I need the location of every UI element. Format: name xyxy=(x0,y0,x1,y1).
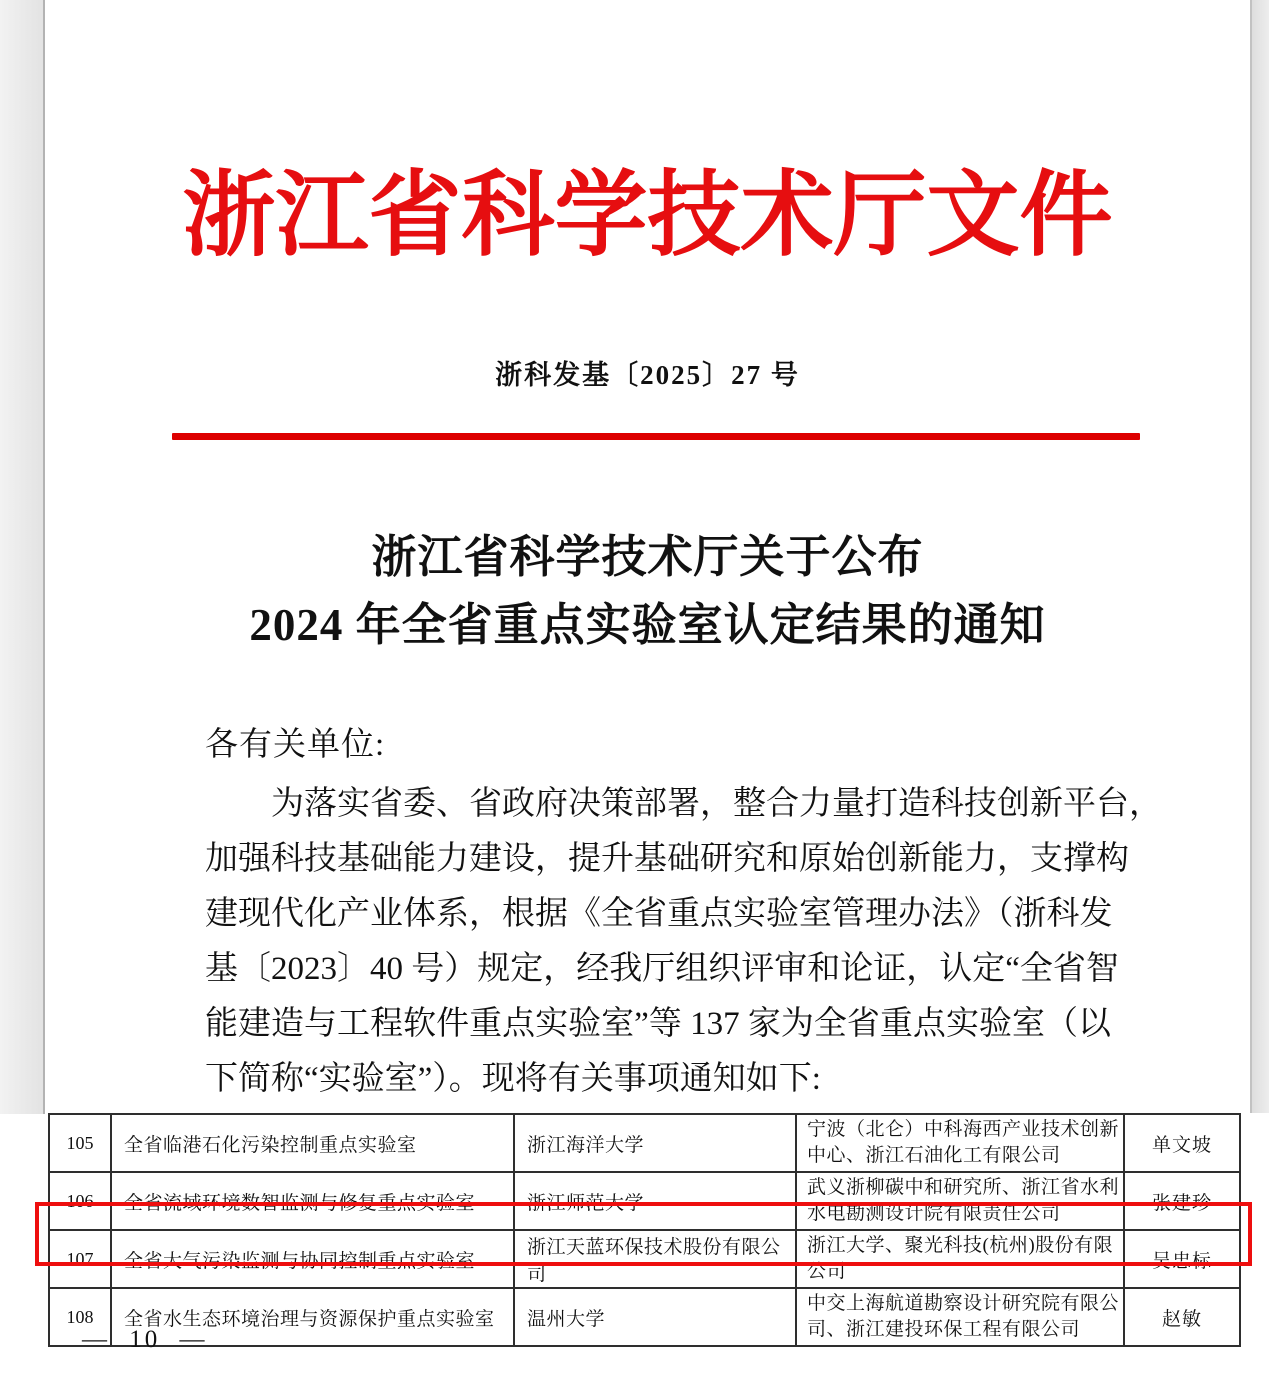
table-row xyxy=(49,1114,1240,1172)
cell-no: 106 xyxy=(49,1172,111,1230)
cell-partners: 武义浙柳碳中和研究所、浙江省水利水电勘测设计院有限责任公司 xyxy=(796,1172,1124,1230)
document-header-title: 浙江省科学技术厅文件 xyxy=(182,165,1113,268)
cell-partners: 浙江大学、聚光科技(杭州)股份有限公司 xyxy=(796,1230,1124,1288)
body-text xyxy=(205,777,1162,1107)
body-line: 加强科技基础能力建设，提升基础研究和原始创新能力，支撑构 xyxy=(205,841,1129,877)
page-edge-left xyxy=(0,0,45,1114)
cell-director: 单文坡 xyxy=(1124,1114,1240,1172)
body-line: 基〔2023〕40 号）规定，经我厅组织评审和论证，认定“全省智 xyxy=(205,951,1119,987)
red-divider-rule xyxy=(172,433,1140,440)
cell-lab: 全省水生态环境治理与资源保护重点实验室 xyxy=(111,1288,514,1346)
document-number: 浙科发基〔2025〕27 号 xyxy=(495,360,800,390)
cell-no: 105 xyxy=(49,1114,111,1172)
notice-title-line2: 2024 年全省重点实验室认定结果的通知 xyxy=(249,600,1046,650)
page-number: — 10 — xyxy=(82,1326,208,1353)
cell-director: 吴忠标 xyxy=(1124,1230,1240,1288)
cell-partners: 宁波（北仑）中科海西产业技术创新中心、浙江石油化工有限公司 xyxy=(796,1114,1124,1172)
body-line: 为落实省委、省政府决策部署，整合力量打造科技创新平台， xyxy=(271,786,1162,822)
cell-lab: 全省流域环境数智监测与修复重点实验室 xyxy=(111,1172,514,1230)
cell-no: 107 xyxy=(49,1230,111,1288)
lab-results-table xyxy=(48,1113,1241,1347)
cell-no: 108 xyxy=(49,1288,111,1346)
body-line: 下简称“实验室”）。现将有关事项通知如下: xyxy=(205,1061,821,1097)
cell-director: 赵敏 xyxy=(1124,1288,1240,1346)
cell-org: 浙江天蓝环保技术股份有限公司 xyxy=(514,1230,796,1288)
cell-org: 浙江海洋大学 xyxy=(514,1114,796,1172)
body-line: 建现代化产业体系，根据《全省重点实验室管理办法》（浙科发 xyxy=(205,896,1113,932)
notice-title xyxy=(45,523,1250,659)
table-row xyxy=(49,1172,1240,1230)
cell-lab: 全省临港石化污染控制重点实验室 xyxy=(111,1114,514,1172)
cell-director: 张建珍 xyxy=(1124,1172,1240,1230)
salutation: 各有关单位: xyxy=(205,727,386,763)
cell-org: 浙江师范大学 xyxy=(514,1172,796,1230)
table-row xyxy=(49,1288,1240,1346)
notice-title-line1: 浙江省科学技术厅关于公布 xyxy=(371,532,924,582)
table-row-highlighted xyxy=(49,1230,1240,1288)
cell-org: 温州大学 xyxy=(514,1288,796,1346)
cell-lab: 全省大气污染监测与协同控制重点实验室 xyxy=(111,1230,514,1288)
body-line: 能建造与工程软件重点实验室”等 137 家为全省重点实验室（以 xyxy=(205,1006,1111,1042)
cell-partners: 中交上海航道勘察设计研究院有限公司、浙江建投环保工程有限公司 xyxy=(796,1288,1124,1346)
page-edge-right xyxy=(1250,0,1269,1113)
